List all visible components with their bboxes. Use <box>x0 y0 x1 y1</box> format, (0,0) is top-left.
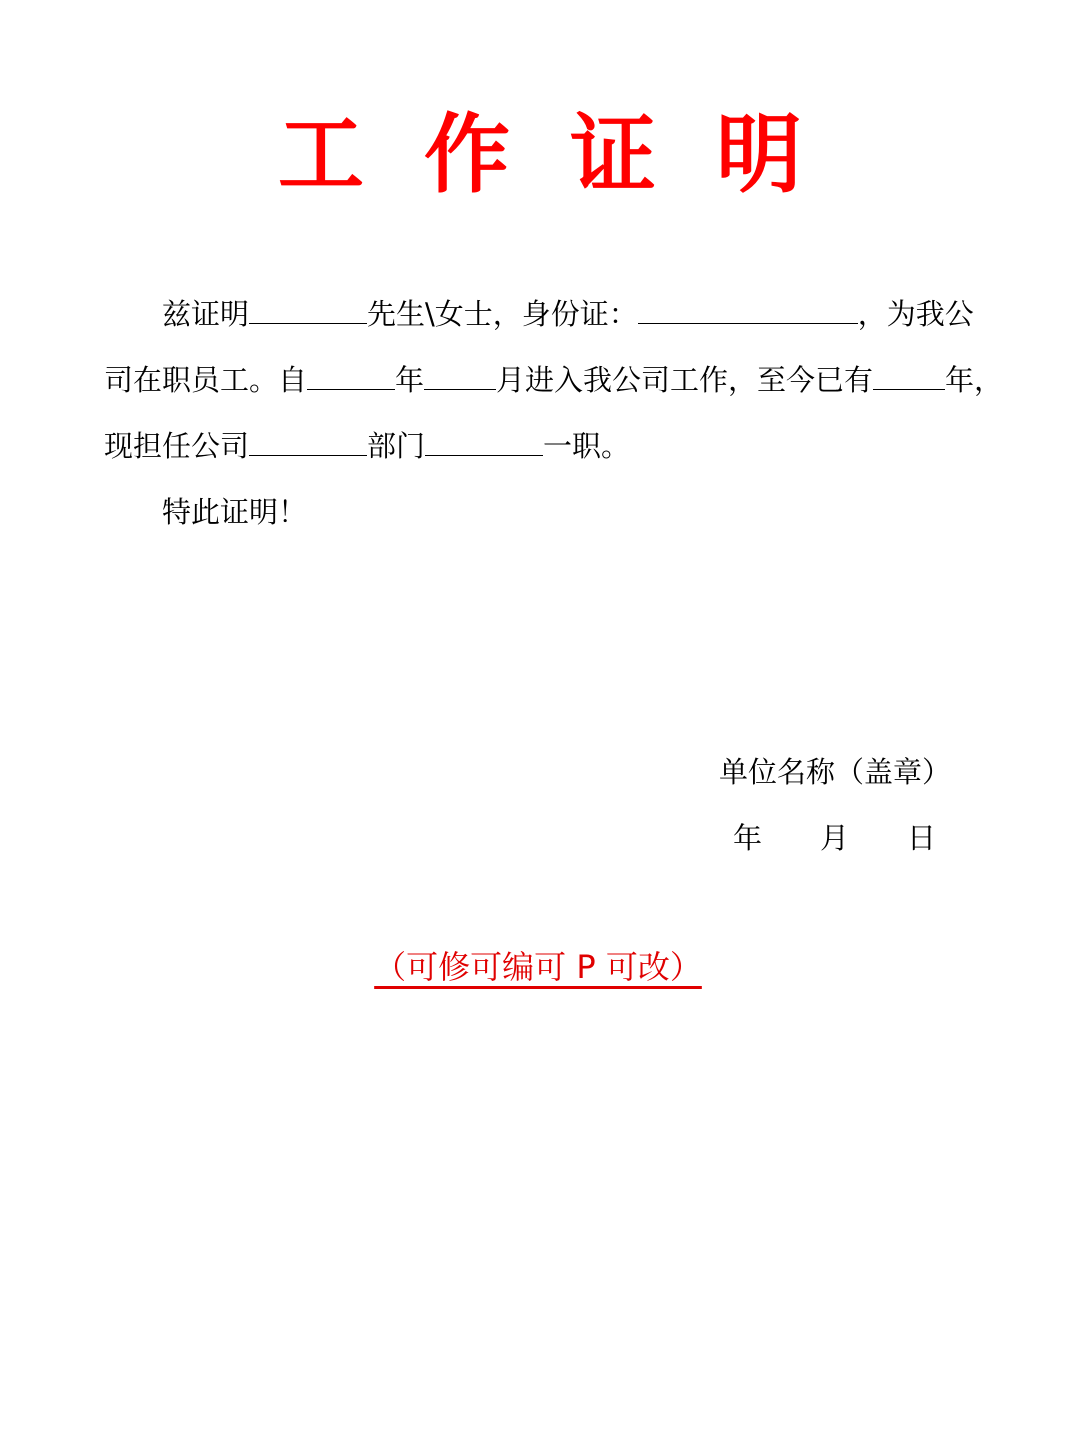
line3-text-2: 部门 <box>367 429 426 463</box>
title-char-4: 明 <box>716 105 802 205</box>
title-char-1: 工 <box>278 105 364 205</box>
title-char-2: 作 <box>424 105 510 205</box>
line3-text-1: 现担任公司 <box>104 429 250 463</box>
id-number-blank[interactable] <box>638 299 858 324</box>
paragraph-line-3 <box>104 426 984 466</box>
line3-text-3: 一职。 <box>543 429 631 463</box>
editable-note: （可修可编可 P 可改） <box>374 948 702 986</box>
paragraph-line-1 <box>104 294 1042 334</box>
position-blank[interactable] <box>425 431 543 456</box>
start-month-blank[interactable] <box>424 365 496 390</box>
line1-text-3: ，为我公 <box>857 297 974 331</box>
years-blank[interactable] <box>873 365 945 390</box>
line2-text-2: 年 <box>395 363 425 397</box>
document-title <box>0 100 1080 210</box>
line2-text-3: 月进入我公司工作，至今已有 <box>496 363 874 397</box>
date-year: 年 <box>733 821 763 855</box>
title-char-3: 证 <box>570 105 656 205</box>
department-blank[interactable] <box>249 431 367 456</box>
closing-line: 特此证明！ <box>162 495 308 529</box>
unit-name-seal: 单位名称（盖章） <box>719 755 952 789</box>
start-year-blank[interactable] <box>307 365 395 390</box>
line2-text-1: 司在职员工。自 <box>104 363 308 397</box>
date-month: 月 <box>820 821 850 855</box>
name-blank[interactable] <box>249 299 367 324</box>
line1-text-2: 先生\女士，身份证： <box>367 297 638 331</box>
paragraph-line-2 <box>104 360 1004 400</box>
line2-text-4: 年， <box>945 363 1004 397</box>
line1-text-1: 兹证明 <box>162 297 250 331</box>
date-day: 日 <box>907 821 937 855</box>
date-line <box>733 818 936 858</box>
